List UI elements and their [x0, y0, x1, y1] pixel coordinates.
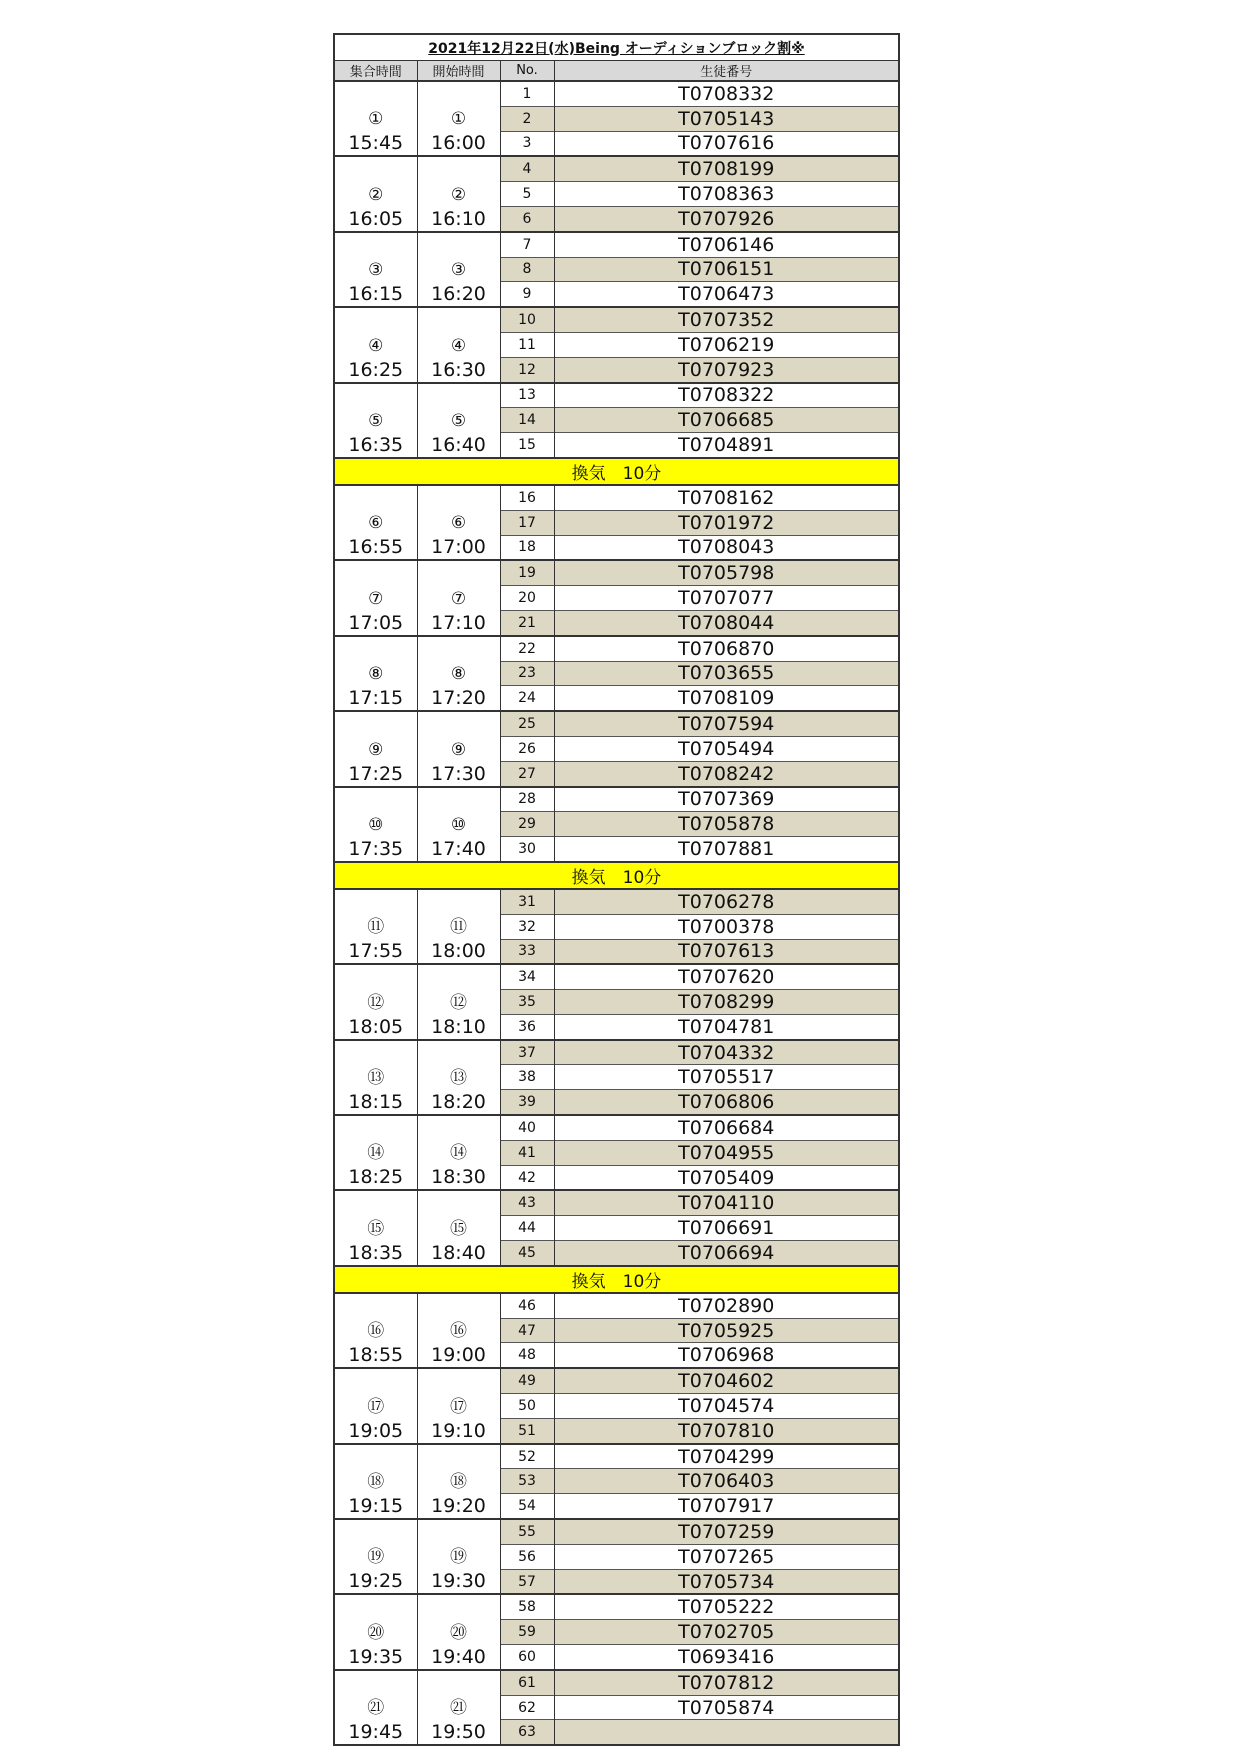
assembly-time-cell [334, 1040, 417, 1115]
student-id: T0706694 [554, 1241, 899, 1266]
block-number: ② [450, 184, 467, 205]
student-number: 23 [500, 661, 554, 686]
student-number: 52 [500, 1444, 554, 1469]
student-id: T0706278 [554, 889, 899, 914]
block-number: ㉑ [450, 1698, 467, 1719]
student-id: T0704110 [554, 1190, 899, 1215]
start-time: 16:20 [431, 283, 486, 306]
block-number: ⑬ [367, 1068, 385, 1089]
block-number: ① [450, 109, 467, 130]
assembly-time-cell [334, 889, 417, 964]
student-id: T0705222 [554, 1594, 899, 1619]
student-id: T0704602 [554, 1368, 899, 1393]
table-row [334, 787, 899, 812]
student-id: T0704299 [554, 1444, 899, 1469]
document-title: 2021年12月22日(水)Being オーディションブロック割※ [334, 34, 899, 61]
table-row [334, 1519, 899, 1544]
block-number: ㉑ [367, 1698, 385, 1719]
student-id: T0705494 [554, 736, 899, 761]
start-time-cell [417, 1594, 500, 1669]
student-number: 40 [500, 1115, 554, 1140]
table-row [334, 636, 899, 661]
block-number: ④ [368, 335, 384, 356]
block-number: ⑧ [450, 664, 467, 685]
student-id: T0705878 [554, 812, 899, 837]
student-number: 17 [500, 510, 554, 535]
block-number: ⑱ [450, 1472, 467, 1493]
table-row [334, 964, 899, 989]
assembly-time-cell [334, 711, 417, 786]
block-number: ⑤ [450, 410, 467, 431]
student-id: T0707616 [554, 131, 899, 156]
block-number: ⑭ [450, 1143, 467, 1164]
start-time: 16:10 [431, 207, 486, 230]
block-number: ② [368, 184, 384, 205]
assembly-time-cell [334, 81, 417, 156]
student-id: T0693416 [554, 1645, 899, 1670]
student-id: T0706684 [554, 1115, 899, 1140]
table-row [334, 1190, 899, 1215]
start-time-cell [417, 1368, 500, 1443]
student-number: 48 [500, 1343, 554, 1368]
assembly-time-cell [334, 560, 417, 635]
student-number: 28 [500, 787, 554, 812]
ventilation-break-row [334, 862, 899, 889]
student-number: 20 [500, 586, 554, 611]
assembly-time-cell [334, 156, 417, 231]
student-id: T0702890 [554, 1293, 899, 1318]
student-number: 49 [500, 1368, 554, 1393]
start-time: 16:00 [431, 132, 486, 155]
start-time: 17:30 [431, 762, 486, 785]
assembly-time: 18:05 [348, 1015, 404, 1038]
start-time: 19:00 [431, 1344, 486, 1367]
student-id: T0704781 [554, 1014, 899, 1039]
table-row [334, 383, 899, 408]
student-number: 63 [500, 1720, 554, 1745]
start-time-cell [417, 711, 500, 786]
student-id: T0706870 [554, 636, 899, 661]
block-number: ⑯ [367, 1321, 385, 1342]
block-number: ⑪ [367, 917, 385, 938]
schedule-body [334, 81, 899, 1745]
student-id: T0704891 [554, 433, 899, 458]
start-time: 19:50 [431, 1721, 486, 1744]
student-id: T0705517 [554, 1065, 899, 1090]
student-id: T0707923 [554, 357, 899, 382]
student-id: T0701972 [554, 510, 899, 535]
assembly-time: 17:55 [348, 940, 404, 963]
student-id: T0706968 [554, 1343, 899, 1368]
assembly-time: 18:25 [348, 1166, 404, 1189]
student-number: 61 [500, 1670, 554, 1695]
start-time-cell [417, 1444, 500, 1519]
start-time: 19:30 [431, 1570, 486, 1593]
assembly-time-cell [334, 1368, 417, 1443]
student-id: T0704332 [554, 1040, 899, 1065]
student-number: 57 [500, 1569, 554, 1594]
student-number: 27 [500, 761, 554, 786]
student-number: 1 [500, 81, 554, 106]
block-number: ⑫ [450, 992, 467, 1013]
student-number: 2 [500, 106, 554, 131]
student-number: 60 [500, 1645, 554, 1670]
start-time-cell [417, 889, 500, 964]
student-id: T0707812 [554, 1670, 899, 1695]
assembly-time-cell [334, 485, 417, 560]
student-id: T0706146 [554, 232, 899, 257]
table-row [334, 1115, 899, 1140]
start-time-cell [417, 383, 500, 458]
student-number: 55 [500, 1519, 554, 1544]
student-id: T0706685 [554, 408, 899, 433]
student-id: T0705925 [554, 1318, 899, 1343]
student-id: T0708322 [554, 383, 899, 408]
student-id: T0707077 [554, 586, 899, 611]
student-id: T0706691 [554, 1216, 899, 1241]
student-number: 5 [500, 182, 554, 207]
student-number: 46 [500, 1293, 554, 1318]
student-id: T0704955 [554, 1140, 899, 1165]
student-id: T0708332 [554, 81, 899, 106]
assembly-time: 19:15 [348, 1495, 404, 1518]
assembly-time-cell [334, 1190, 417, 1265]
start-time: 18:20 [431, 1091, 486, 1114]
student-number: 12 [500, 357, 554, 382]
block-number: ① [368, 109, 384, 130]
student-number: 11 [500, 332, 554, 357]
start-time-cell [417, 1293, 500, 1368]
start-time-cell [417, 1115, 500, 1190]
student-number: 3 [500, 131, 554, 156]
start-time-cell [417, 81, 500, 156]
student-id: T0707810 [554, 1418, 899, 1443]
student-number: 6 [500, 206, 554, 231]
block-number: ⑱ [367, 1472, 385, 1493]
start-time-cell [417, 156, 500, 231]
student-number: 10 [500, 307, 554, 332]
header-number: No. [500, 61, 554, 82]
header-student-id: 生徒番号 [554, 61, 899, 82]
assembly-time-cell [334, 964, 417, 1039]
assembly-time-cell [334, 307, 417, 382]
assembly-time-cell [334, 1519, 417, 1594]
student-number: 36 [500, 1014, 554, 1039]
start-time: 19:10 [431, 1419, 486, 1442]
student-number: 34 [500, 964, 554, 989]
block-number: ⑭ [367, 1143, 385, 1164]
student-id: T0706403 [554, 1469, 899, 1494]
student-number: 54 [500, 1494, 554, 1519]
ventilation-break-row [334, 458, 899, 485]
assembly-time-cell [334, 1444, 417, 1519]
student-number: 56 [500, 1544, 554, 1569]
ventilation-break-label: 換気 10分 [334, 862, 899, 889]
assembly-time: 19:35 [348, 1645, 404, 1668]
start-time-cell [417, 636, 500, 711]
table-row [334, 711, 899, 736]
assembly-time: 15:45 [348, 132, 404, 155]
block-number: ⑦ [368, 588, 384, 609]
student-number: 25 [500, 711, 554, 736]
student-number: 41 [500, 1140, 554, 1165]
block-number: ⑲ [367, 1547, 385, 1568]
block-number: ⑫ [367, 992, 385, 1013]
ventilation-break-label: 換気 10分 [334, 458, 899, 485]
student-id: T0706473 [554, 282, 899, 307]
student-id: T0707369 [554, 787, 899, 812]
block-number: ⑲ [450, 1547, 467, 1568]
start-time-cell [417, 964, 500, 1039]
assembly-time-cell [334, 787, 417, 862]
student-number: 8 [500, 257, 554, 282]
student-id: T0708044 [554, 610, 899, 635]
student-number: 15 [500, 433, 554, 458]
assembly-time-cell [334, 1594, 417, 1669]
block-number: ⑨ [450, 739, 467, 760]
start-time-cell [417, 560, 500, 635]
start-time: 17:20 [431, 687, 486, 710]
student-number: 37 [500, 1040, 554, 1065]
assembly-time-cell [334, 636, 417, 711]
assembly-time: 18:35 [348, 1241, 404, 1264]
assembly-time-cell [334, 1293, 417, 1368]
start-time: 16:30 [431, 358, 486, 381]
student-number: 44 [500, 1216, 554, 1241]
student-id: T0708043 [554, 535, 899, 560]
student-id: T0704574 [554, 1394, 899, 1419]
block-schedule-table [333, 33, 900, 1746]
student-number: 26 [500, 736, 554, 761]
student-id: T0707917 [554, 1494, 899, 1519]
student-id: T0705798 [554, 560, 899, 585]
student-number: 7 [500, 232, 554, 257]
student-id: T0706151 [554, 257, 899, 282]
student-number: 4 [500, 156, 554, 181]
start-time: 17:10 [431, 611, 486, 634]
assembly-time-cell [334, 1670, 417, 1745]
student-number: 22 [500, 636, 554, 661]
block-number: ④ [450, 335, 467, 356]
assembly-time: 16:25 [348, 358, 404, 381]
student-id: T0706806 [554, 1090, 899, 1115]
block-number: ⑮ [450, 1218, 467, 1239]
start-time: 18:40 [431, 1241, 486, 1264]
block-number: ③ [450, 260, 467, 281]
student-number: 31 [500, 889, 554, 914]
block-number: ⑯ [450, 1321, 467, 1342]
start-time: 19:40 [431, 1645, 486, 1668]
table-row [334, 81, 899, 106]
student-number: 38 [500, 1065, 554, 1090]
table-row [334, 1040, 899, 1065]
student-id: T0707265 [554, 1544, 899, 1569]
table-row [334, 156, 899, 181]
block-number: ⑳ [450, 1622, 467, 1643]
start-time-cell [417, 1519, 500, 1594]
start-time-cell [417, 307, 500, 382]
start-time-cell [417, 1040, 500, 1115]
block-number: ⑧ [368, 664, 384, 685]
assembly-time: 18:55 [348, 1344, 404, 1367]
start-time: 18:00 [431, 940, 486, 963]
table-row [334, 1293, 899, 1318]
assembly-time-cell [334, 383, 417, 458]
header-assembly-time: 集合時間 [334, 61, 417, 82]
assembly-time: 16:55 [348, 536, 404, 559]
assembly-time: 17:05 [348, 611, 404, 634]
ventilation-break-label: 換気 10分 [334, 1266, 899, 1293]
start-time: 16:40 [431, 433, 486, 456]
table-row [334, 485, 899, 510]
assembly-time: 19:25 [348, 1570, 404, 1593]
student-id: T0705143 [554, 106, 899, 131]
table-row [334, 1594, 899, 1619]
student-number: 35 [500, 990, 554, 1015]
student-number: 24 [500, 686, 554, 711]
assembly-time: 16:05 [348, 207, 404, 230]
block-number: ⑥ [368, 513, 384, 534]
block-number: ⑦ [450, 588, 467, 609]
table-row [334, 1670, 899, 1695]
student-number: 14 [500, 408, 554, 433]
assembly-time: 17:35 [348, 837, 404, 860]
student-id: T0708363 [554, 182, 899, 207]
table-row [334, 889, 899, 914]
student-number: 51 [500, 1418, 554, 1443]
block-number: ⑤ [368, 410, 384, 431]
table-row [334, 307, 899, 332]
student-number: 33 [500, 939, 554, 964]
assembly-time: 17:25 [348, 762, 404, 785]
student-id: T0706219 [554, 332, 899, 357]
block-number: ③ [368, 260, 384, 281]
student-id: T0705874 [554, 1695, 899, 1720]
student-id: T0705409 [554, 1165, 899, 1190]
student-id: T0708299 [554, 990, 899, 1015]
student-number: 59 [500, 1620, 554, 1645]
student-number: 58 [500, 1594, 554, 1619]
assembly-time: 16:35 [348, 433, 404, 456]
start-time: 19:20 [431, 1495, 486, 1518]
table-row [334, 1444, 899, 1469]
assembly-time: 16:15 [348, 283, 404, 306]
student-id: T0707926 [554, 206, 899, 231]
student-id: T0705734 [554, 1569, 899, 1594]
student-number: 50 [500, 1394, 554, 1419]
student-id: T0708109 [554, 686, 899, 711]
student-id [554, 1720, 899, 1745]
start-time: 17:40 [431, 837, 486, 860]
start-time-cell [417, 485, 500, 560]
student-id: T0708242 [554, 761, 899, 786]
student-number: 9 [500, 282, 554, 307]
start-time-cell [417, 787, 500, 862]
student-id: T0707881 [554, 837, 899, 862]
assembly-time: 17:15 [348, 687, 404, 710]
student-number: 43 [500, 1190, 554, 1215]
student-id: T0707594 [554, 711, 899, 736]
block-number: ⑰ [450, 1396, 467, 1417]
block-number: ⑮ [367, 1218, 385, 1239]
student-id: T0707352 [554, 307, 899, 332]
student-number: 32 [500, 914, 554, 939]
block-number: ⑬ [450, 1068, 467, 1089]
student-number: 62 [500, 1695, 554, 1720]
student-id: T0700378 [554, 914, 899, 939]
assembly-time: 19:05 [348, 1419, 404, 1442]
student-number: 19 [500, 560, 554, 585]
student-number: 42 [500, 1165, 554, 1190]
block-number: ⑳ [367, 1622, 385, 1643]
start-time: 18:10 [431, 1015, 486, 1038]
student-number: 29 [500, 812, 554, 837]
assembly-time-cell [334, 1115, 417, 1190]
student-number: 18 [500, 535, 554, 560]
student-number: 45 [500, 1241, 554, 1266]
start-time: 17:00 [431, 536, 486, 559]
table-row [334, 560, 899, 585]
block-number: ⑥ [450, 513, 467, 534]
student-id: T0707259 [554, 1519, 899, 1544]
start-time-cell [417, 1670, 500, 1745]
block-number: ⑰ [367, 1396, 385, 1417]
student-number: 21 [500, 610, 554, 635]
student-id: T0702705 [554, 1620, 899, 1645]
start-time-cell [417, 1190, 500, 1265]
student-id: T0707613 [554, 939, 899, 964]
start-time-cell [417, 232, 500, 307]
assembly-time-cell [334, 232, 417, 307]
student-number: 30 [500, 837, 554, 862]
student-number: 47 [500, 1318, 554, 1343]
student-id: T0708199 [554, 156, 899, 181]
student-number: 16 [500, 485, 554, 510]
student-id: T0707620 [554, 964, 899, 989]
block-number: ⑪ [450, 917, 467, 938]
block-number: ⑩ [450, 814, 467, 835]
student-number: 53 [500, 1469, 554, 1494]
ventilation-break-row [334, 1266, 899, 1293]
student-id: T0703655 [554, 661, 899, 686]
start-time: 18:30 [431, 1166, 486, 1189]
table-row [334, 232, 899, 257]
student-number: 13 [500, 383, 554, 408]
block-number: ⑨ [368, 739, 384, 760]
assembly-time: 19:45 [348, 1721, 404, 1744]
header-start-time: 開始時間 [417, 61, 500, 82]
block-number: ⑩ [368, 814, 384, 835]
assembly-time: 18:15 [348, 1091, 404, 1114]
table-row [334, 1368, 899, 1393]
student-number: 39 [500, 1090, 554, 1115]
student-id: T0708162 [554, 485, 899, 510]
